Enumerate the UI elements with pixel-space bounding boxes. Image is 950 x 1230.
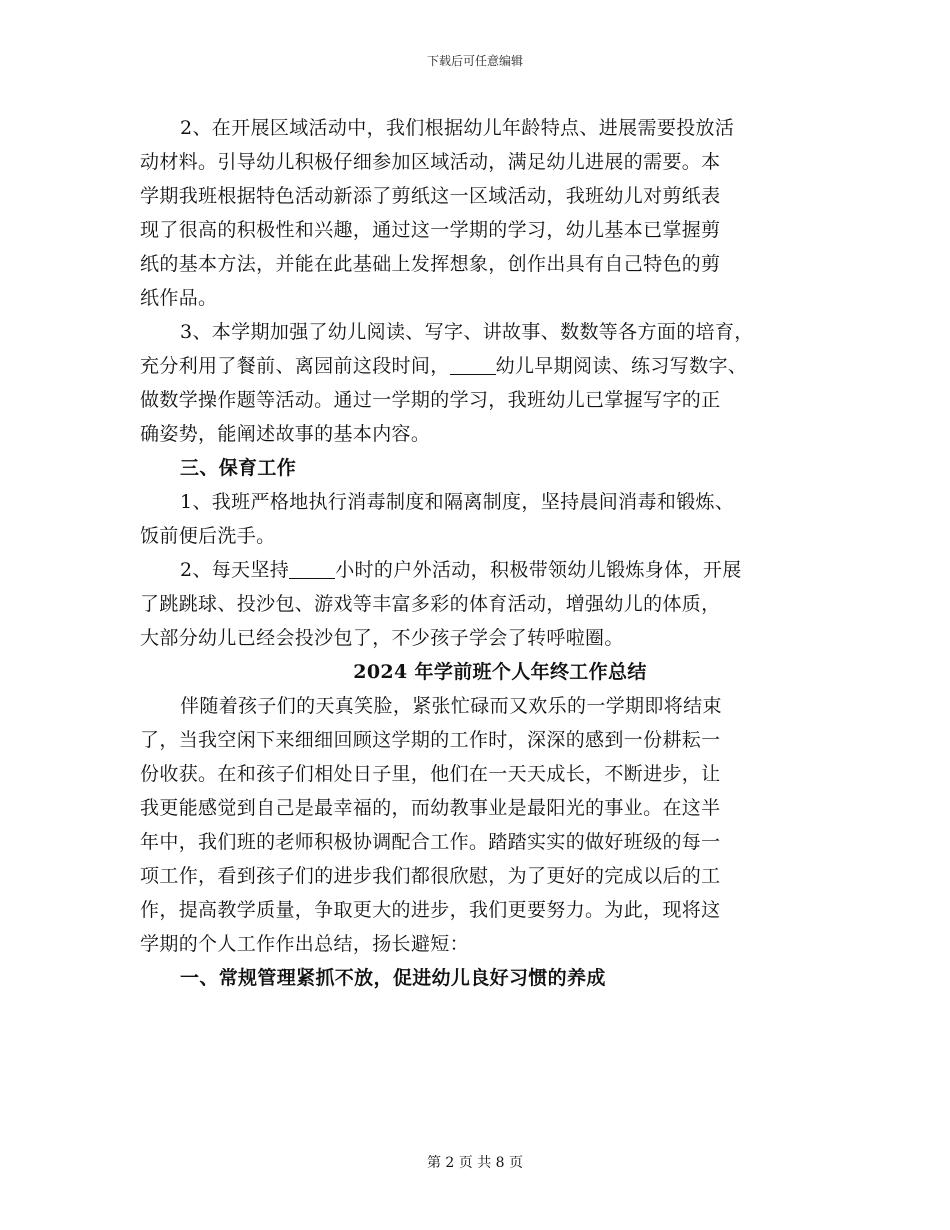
paragraph-line: 大部分幼儿已经会投沙包了，不少孩子学会了转呼啦圈。 <box>140 627 624 649</box>
page-header: 下载后可任意编辑 <box>426 54 523 68</box>
paragraph-line: 学期的个人工作作出总结，扬长避短： <box>140 933 469 955</box>
paragraph-line: 纸作品。 <box>140 287 218 309</box>
paragraph-line: 动材料。引导幼儿积极仔细参加区域活动，满足幼儿进展的需要。本 <box>140 151 721 173</box>
paragraph-line: 我更能感觉到自己是最幸福的，而幼教事业是最阳光的事业。在这半 <box>140 797 721 819</box>
line-segment: 幼儿早期阅读、练习写数字、 <box>495 355 748 377</box>
paragraph-line: 伴随着孩子们的天真笑脸，紧张忙碌而又欢乐的一学期即将结束 <box>180 695 722 717</box>
fill-blank <box>289 558 335 579</box>
paragraph-line: 纸的基本方法，并能在此基础上发挥想象，创作出具有自己特色的剪 <box>140 253 721 275</box>
document-title: 2024 年学前班个人年终工作总结 <box>353 661 647 683</box>
paragraph-line: 项工作，看到孩子们的进步我们都很欣慰，为了更好的完成以后的工 <box>140 865 721 887</box>
paragraph-line: 份收获。在和孩子们相处日子里，他们在一天天成长，不断进步，让 <box>140 763 721 785</box>
paragraph-line: 学期我班根据特色活动新添了剪纸这一区域活动，我班幼儿对剪纸表 <box>140 185 721 207</box>
page-footer: 第 2 页 共 8 页 <box>426 1155 524 1171</box>
paragraph-line: 3、本学期加强了幼儿阅读、写字、讲故事、数数等各方面的培育， <box>180 321 754 343</box>
paragraph-line: 1、我班严格地执行消毒制度和隔离制度，坚持晨间消毒和锻炼、 <box>180 491 735 513</box>
line-segment: 充分利用了餐前、离园前这段时间， <box>140 355 450 377</box>
paragraph-line: 现了很高的积极性和兴趣，通过这一学期的学习，幼儿基本已掌握剪 <box>140 219 721 241</box>
paragraph-line: 确姿势，能阐述故事的基本内容。 <box>140 423 431 445</box>
paragraph-line: 2、在开展区域活动中，我们根据幼儿年龄特点、进展需要投放活 <box>180 117 735 139</box>
paragraph-line <box>140 553 820 587</box>
document-body <box>140 111 820 995</box>
line-segment: 2、每天坚持 <box>180 559 290 581</box>
paragraph-line: 了跳跳球、投沙包、游戏等丰富多彩的体育活动，增强幼儿的体质， <box>140 593 721 615</box>
paragraph-line <box>140 349 820 383</box>
paragraph-line: 了，当我空闲下来细细回顾这学期的工作时，深深的感到一份耕耘一 <box>140 729 721 751</box>
paragraph-line: 作，提高教学质量，争取更大的进步，我们更要努力。为此，现将这 <box>140 899 721 921</box>
line-segment: 小时的户外活动，积极带领幼儿锻炼身体，开展 <box>335 559 742 581</box>
section-heading: 三、保育工作 <box>180 457 297 479</box>
fill-blank <box>450 354 496 375</box>
section-heading: 一、常规管理紧抓不放，促进幼儿良好习惯的养成 <box>180 967 606 989</box>
paragraph-line: 年中，我们班的老师积极协调配合工作。踏踏实实的做好班级的每一 <box>140 831 721 853</box>
paragraph-line: 饭前便后洗手。 <box>140 525 276 547</box>
paragraph-line: 做数学操作题等活动。通过一学期的学习，我班幼儿已掌握写字的正 <box>140 389 721 411</box>
